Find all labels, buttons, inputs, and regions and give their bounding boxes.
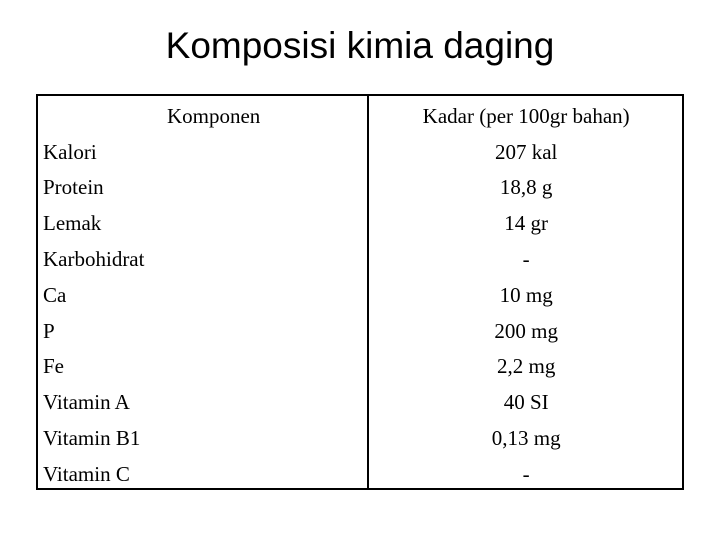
component-cell: Vitamin A [43, 390, 130, 415]
header-komponen: Komponen [166, 103, 261, 128]
value-cell: 200 mg [494, 318, 558, 343]
table-row [38, 313, 682, 349]
table-row [38, 384, 682, 420]
value-cell: 14 gr [504, 211, 549, 236]
component-cell: Ca [43, 282, 67, 307]
value-cell: 2,2 mg [496, 354, 556, 379]
value-cell: - [522, 461, 530, 486]
component-cell: Vitamin C [43, 461, 130, 486]
value-cell: 207 kal [494, 139, 558, 164]
table-grid [38, 98, 682, 492]
table-row [38, 241, 682, 277]
header-kadar: Kadar (per 100gr bahan) [422, 103, 630, 128]
table-row [38, 456, 682, 492]
component-cell: Vitamin B1 [43, 426, 141, 451]
component-cell: Fe [43, 354, 64, 379]
component-cell: Lemak [43, 211, 102, 236]
table-row [38, 277, 682, 313]
table-row [38, 170, 682, 206]
table-row [38, 205, 682, 241]
table-row [38, 420, 682, 456]
component-cell: P [43, 318, 55, 343]
component-cell: Kalori [43, 139, 97, 164]
value-cell: 18,8 g [499, 175, 553, 200]
component-cell: Karbohidrat [43, 247, 145, 272]
value-cell: 10 mg [499, 282, 553, 307]
table-header-row [38, 98, 682, 134]
value-cell: - [522, 247, 530, 272]
value-cell: 40 SI [503, 390, 549, 415]
table-row [38, 349, 682, 385]
component-cell: Protein [43, 175, 104, 200]
composition-table [36, 94, 684, 490]
value-cell: 0,13 mg [491, 426, 561, 451]
page-title: Komposisi kimia daging [165, 25, 555, 66]
table-row [38, 134, 682, 170]
